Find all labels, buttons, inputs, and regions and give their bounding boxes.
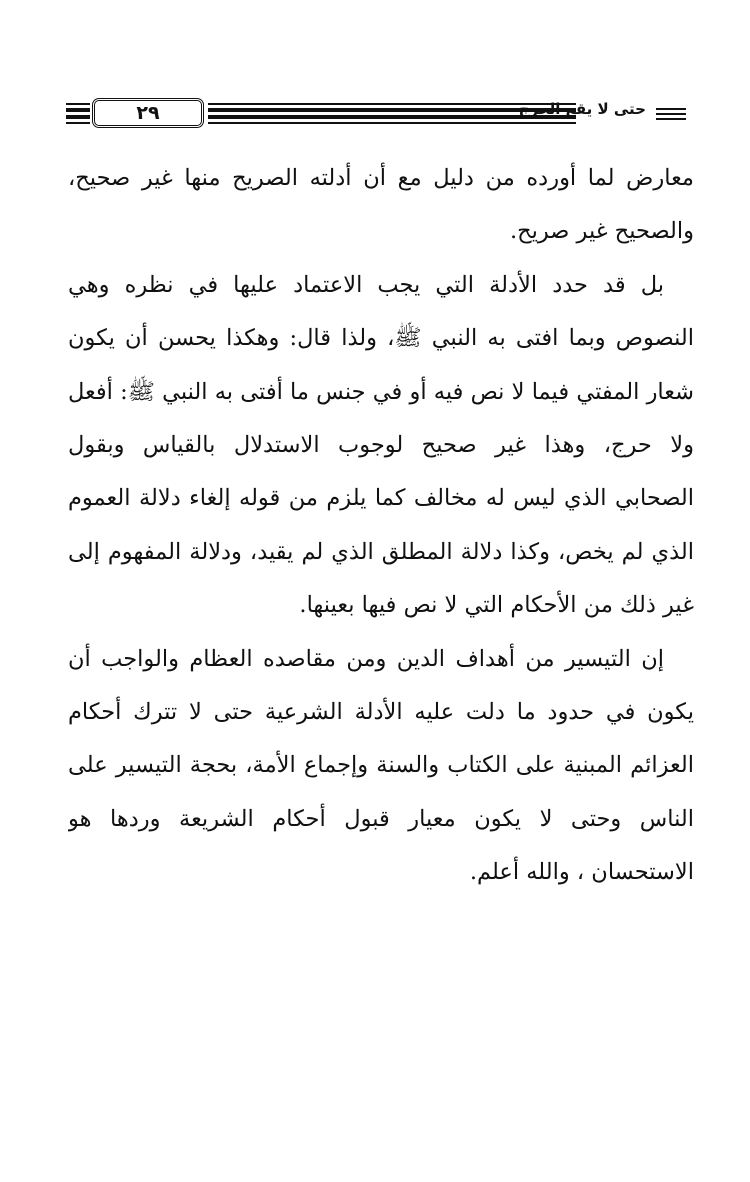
text-line: يكون في حدود ما دلت عليه الأدلة الشرعية حتى لا تترك أحكام (68, 698, 694, 725)
text-line: الناس وحتى لا يكون معيار قبول أحكام الشريعة وردها هو (68, 805, 694, 832)
text-line: النصوص وبما افتى به النبي ﷺ، ولذا قال: وهكذا يحسن أن يكون (68, 325, 694, 352)
paragraph-1 (68, 152, 694, 259)
text-line: العزائم المبنية على الكتاب والسنة وإجماع الأمة، بحجة التيسير على (68, 752, 694, 779)
page-number: ٢٩ (92, 98, 204, 128)
paragraph-3 (68, 633, 694, 900)
text-line: بل قد حدد الأدلة التي يجب الاعتماد عليها في نظره وهي (68, 271, 664, 298)
text-line: إن التيسير من أهداف الدين ومن مقاصده العظام والواجب أن (68, 645, 664, 672)
text-line: ولا حرج، وهذا غير صحيح لوجوب الاستدلال بالقياس وبقول (68, 431, 694, 458)
text-line: الاستحسان ، والله أعلم. (469, 859, 694, 886)
text-line: معارض لما أورده من دليل مع أن أدلته الصريح منها غير صحيح، (68, 165, 694, 191)
paragraph-2 (68, 259, 694, 633)
text-line: الصحابي الذي ليس له مخالف كما يلزم من قوله إلغاء دلالة العموم (68, 485, 694, 512)
body-text (68, 152, 694, 899)
text-line: غير ذلك من الأحكام التي لا نص فيها بعينها. (299, 592, 694, 619)
running-title: حتى لا يقع الحرج (518, 100, 646, 118)
text-line: والصحيح غير صريح. (509, 218, 694, 245)
running-header (66, 96, 686, 136)
text-line: الذي لم يخص، وكذا دلالة المطلق الذي لم يقيد، ودلالة المفهوم إلى (68, 538, 694, 565)
header-rule-left (66, 103, 90, 125)
header-ornament (656, 106, 686, 120)
text-line: شعار المفتي فيما لا نص فيه أو في جنس ما أفتى به النبي ﷺ: أفعل (68, 378, 694, 405)
